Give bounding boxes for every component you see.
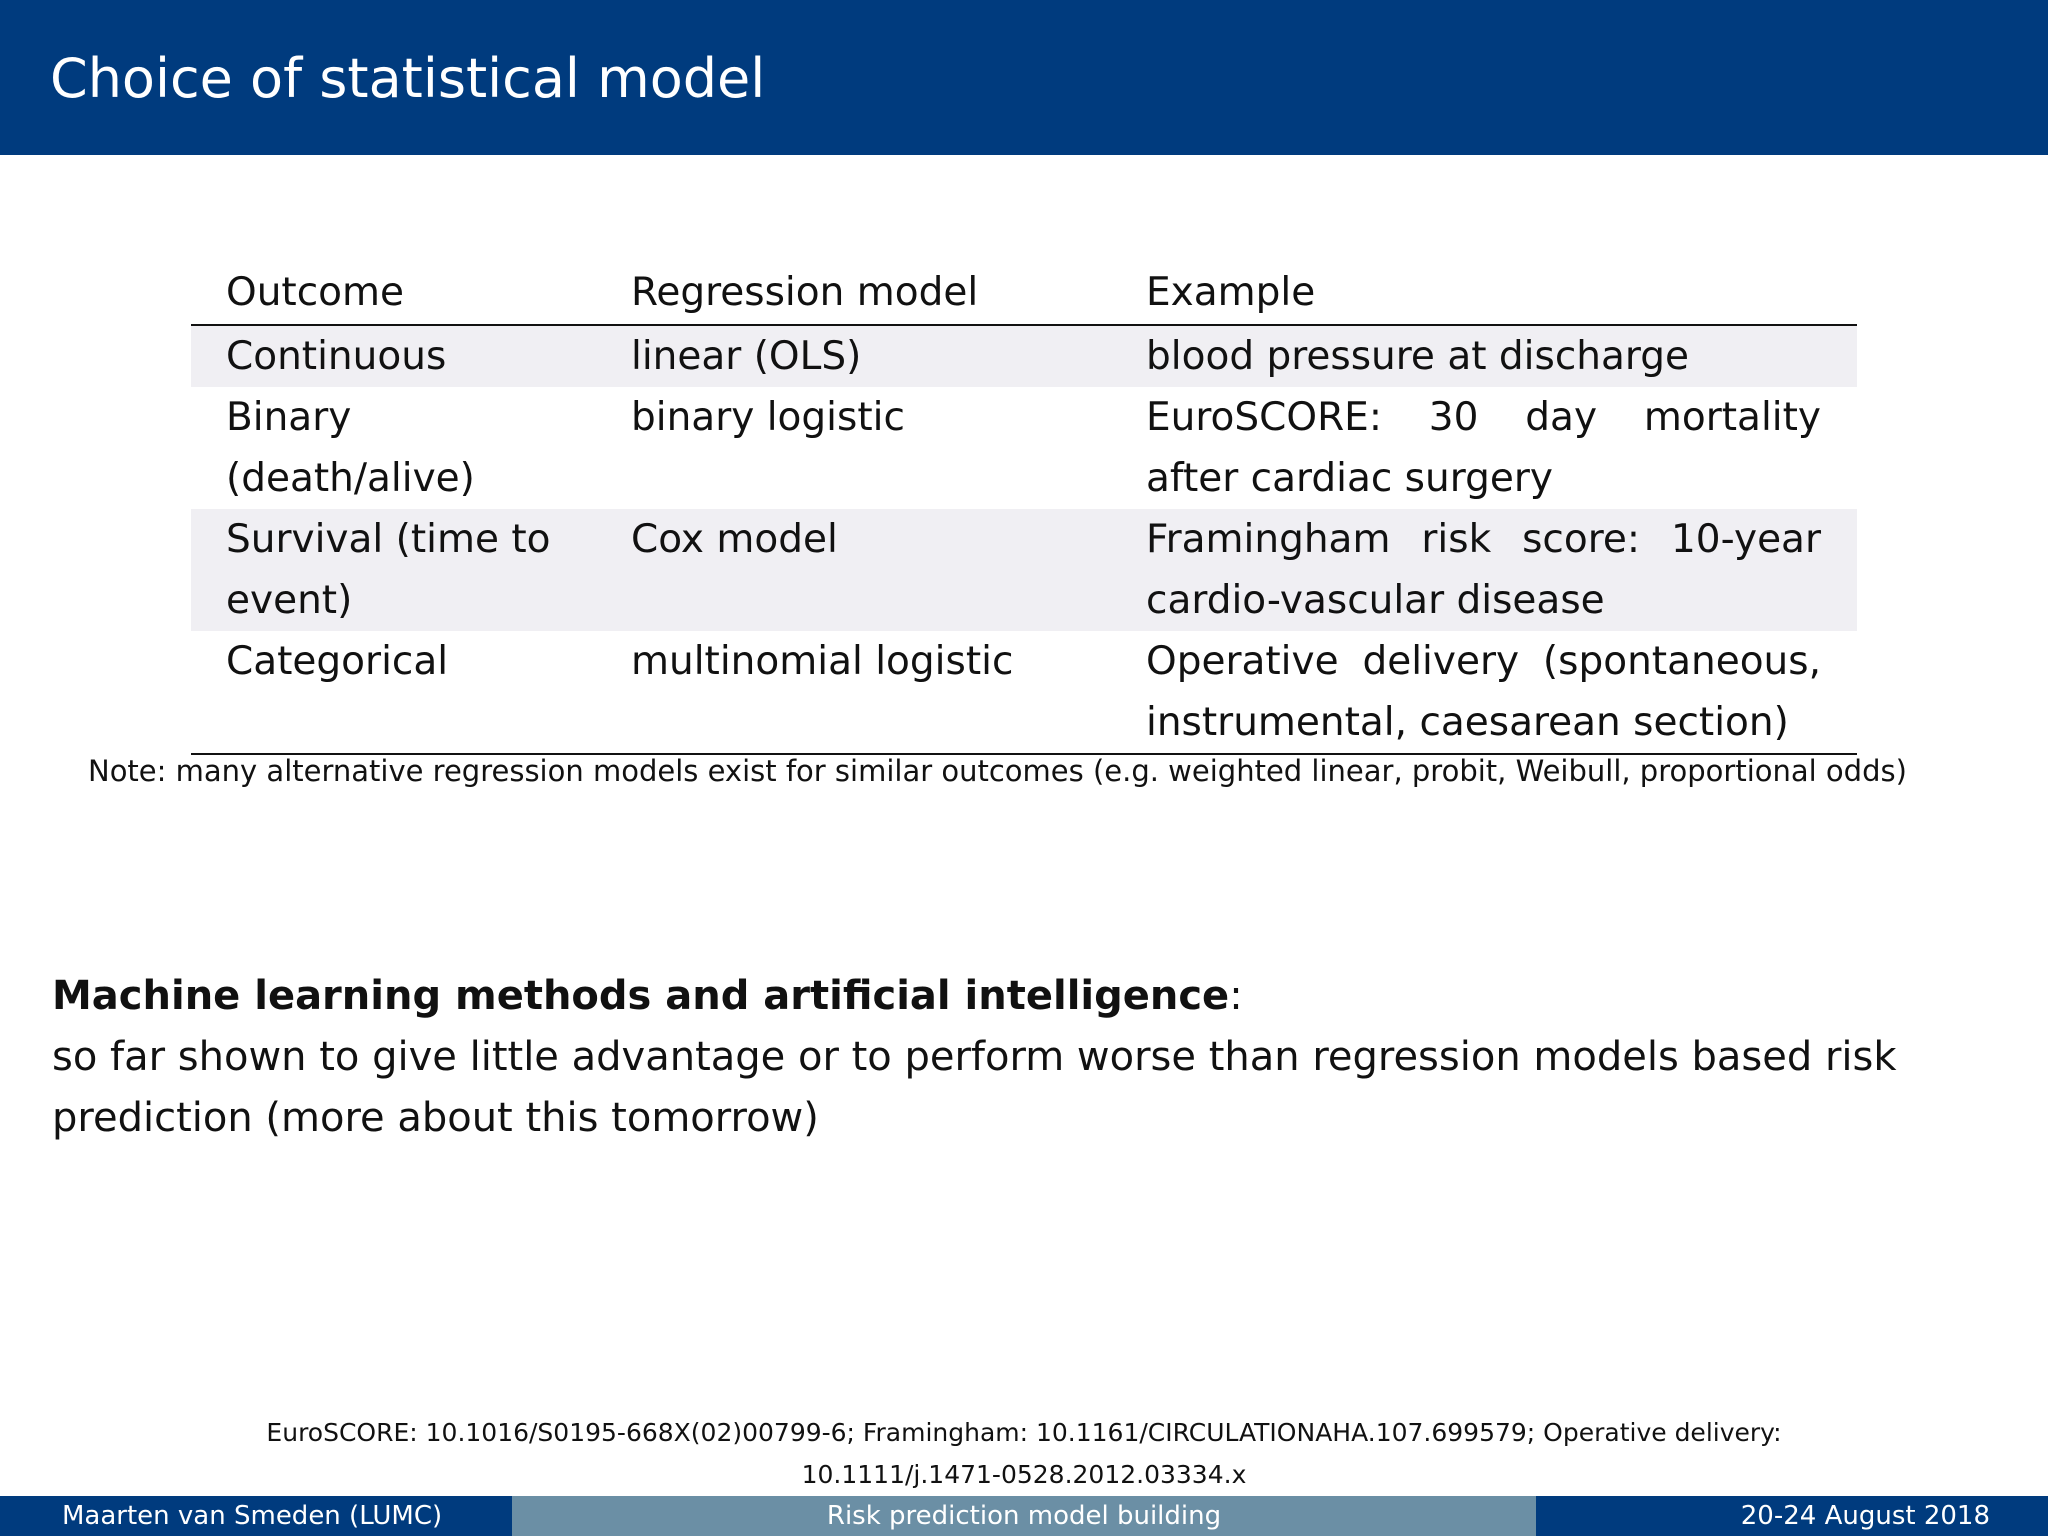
cell-outcome: Binary (death/alive)	[226, 395, 475, 501]
header-model: Regression model	[596, 262, 1111, 325]
references	[0, 1412, 2048, 1496]
ml-block	[52, 966, 1952, 1149]
cell-model: multinomial logistic	[596, 631, 1111, 754]
cell-outcome: Continuous	[191, 325, 596, 387]
reference-line-1: EuroSCORE: 10.1016/S0195-668X(02)00799-6; Framingham: 10.1161/CIRCULATIONAHA.107.699579; Operative delivery:	[266, 1418, 1782, 1447]
model-table	[191, 262, 1857, 755]
cell-example: blood pressure at discharge	[1111, 325, 1857, 387]
cell-example: EuroSCORE: 30 day mortality after cardiac surgery	[1146, 395, 1821, 501]
footer-date: 20-24 August 2018	[1536, 1496, 2048, 1536]
cell-example: Operative delivery (spontaneous, instrumental, caesarean section)	[1111, 631, 1857, 754]
cell-outcome: Survival (time to event)	[191, 509, 596, 631]
title-bar	[0, 0, 2048, 155]
reference-line-2: 10.1111/j.1471-0528.2012.03334.x	[801, 1460, 1247, 1489]
footer-author: Maarten van Smeden (LUMC)	[0, 1496, 512, 1536]
table-row	[191, 509, 1857, 631]
ml-heading: Machine learning methods and artificial intelligence	[52, 973, 1230, 1019]
ml-heading-line	[52, 966, 1952, 1027]
cell-model: Cox model	[596, 509, 1111, 631]
footer-talk-title: Risk prediction model building	[512, 1496, 1536, 1536]
ml-colon: :	[1229, 973, 1243, 1019]
ml-body: so far shown to give little advantage or to perform worse than regression models based risk prediction (more about this tomorrow)	[52, 1034, 1897, 1141]
cell-outcome: Categorical	[191, 631, 596, 754]
header-outcome: Outcome	[191, 262, 596, 325]
slide-title: Choice of statistical model	[50, 47, 766, 110]
cell-example: Framingham risk score: 10-year cardio-vascular disease	[1111, 509, 1857, 631]
table-row	[191, 631, 1857, 754]
cell-model: linear (OLS)	[596, 325, 1111, 387]
table-note: Note: many alternative regression models exist for similar outcomes (e.g. weighted linear, probit, Weibull, proportional odds)	[88, 754, 1907, 788]
cell-model: binary logistic	[631, 395, 905, 440]
header-example: Example	[1111, 262, 1857, 325]
table-row	[191, 387, 1857, 509]
table-header-row	[191, 262, 1857, 325]
table-row	[191, 325, 1857, 387]
footer	[0, 1496, 2048, 1536]
